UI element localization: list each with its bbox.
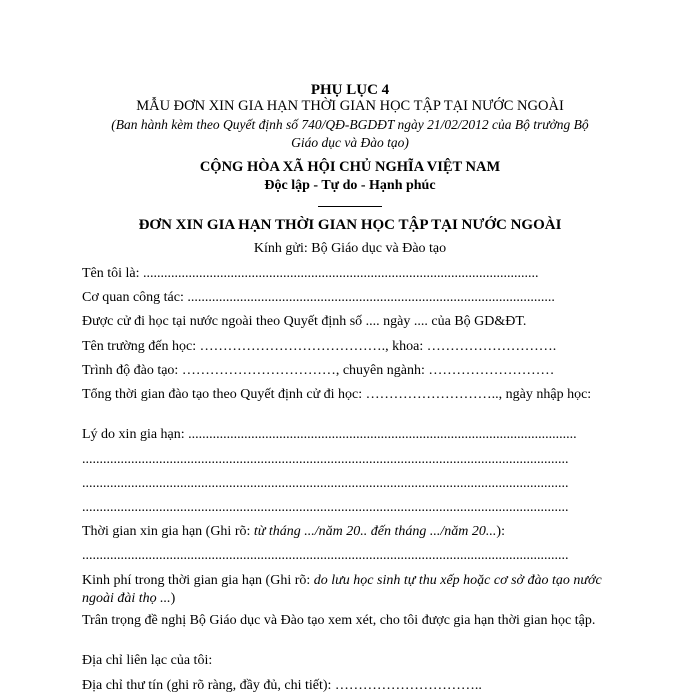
document-title: ĐƠN XIN GIA HẠN THỜI GIAN HỌC TẬP TẠI NƯỚC NGOÀI bbox=[138, 217, 562, 233]
field-mail-address: Địa chỉ thư tín (ghi rõ ràng, đầy đủ, chi tiết): ………………………….. bbox=[82, 678, 482, 693]
greeting: Kính gửi: Bộ Giáo dục và Đào tạo bbox=[253, 241, 447, 256]
field-level: Trình độ đào tạo: ……………………………, chuyên ngành: ……………………… bbox=[82, 363, 555, 378]
field-extension-period bbox=[82, 524, 618, 540]
extension-close: ): bbox=[496, 524, 505, 539]
funding-close: ) bbox=[170, 591, 176, 606]
appendix-label: PHỤ LỤC 4 bbox=[310, 82, 390, 98]
issued-note-line1: (Ban hành kèm theo Quyết định số 740/QĐ-BGDĐT ngày 21/02/2012 của Bộ trưởng Bộ bbox=[111, 117, 589, 132]
country-name: CỘNG HÒA XÃ HỘI CHỦ NGHĨA VIỆT NAM bbox=[199, 159, 501, 175]
reason-dots-line: ........................................................................................................................................... bbox=[82, 500, 569, 515]
field-contact: Địa chỉ liên lạc của tôi: bbox=[82, 653, 213, 668]
extension-dots-line: ........................................................................................................................................... bbox=[82, 548, 569, 563]
field-name: Tên tôi là: ................................................................................................................. bbox=[82, 266, 539, 281]
field-reason: Lý do xin gia hạn: ............................................................................................................... bbox=[82, 427, 577, 442]
request-paragraph: Trân trọng đề nghị Bộ Giáo dục và Đào tạo xem xét, cho tôi được gia hạn thời gian học tập. bbox=[82, 613, 596, 628]
extension-label: Thời gian xin gia hạn (Ghi rõ: bbox=[82, 524, 254, 539]
field-decision: Được cử đi học tại nước ngoài theo Quyết định số .... ngày .... của Bộ GD&ĐT. bbox=[82, 314, 527, 329]
field-agency: Cơ quan công tác: ......................................................................................................... bbox=[82, 290, 555, 305]
reason-dots-line: ........................................................................................................................................... bbox=[82, 452, 569, 467]
field-school: Tên trường đến học: …………………………………., khoa: ………………………. bbox=[82, 339, 557, 354]
extension-hint: từ tháng .../năm 20.. đến tháng .../năm 20... bbox=[253, 524, 497, 539]
national-motto: Độc lập - Tự do - Hạnh phúc bbox=[264, 178, 436, 193]
issued-note-line2: Giáo dục và Đào tạo) bbox=[291, 135, 409, 150]
field-total-time: Tổng thời gian đào tạo theo Quyết định cử đi học: ……………………….., ngày nhập học: bbox=[82, 387, 592, 402]
form-name: MẪU ĐƠN XIN GIA HẠN THỜI GIAN HỌC TẬP TẠI NƯỚC NGOÀI bbox=[136, 98, 564, 114]
field-funding bbox=[82, 572, 618, 608]
funding-label: Kinh phí trong thời gian gia hạn (Ghi rõ: bbox=[82, 573, 314, 588]
reason-dots-line: ........................................................................................................................................... bbox=[82, 476, 569, 491]
funding-hint: do lưu học sinh tự thu xếp hoặc cơ sở đào tạo nước ngoài đài thọ ... bbox=[82, 573, 602, 606]
motto-underline bbox=[318, 206, 382, 207]
